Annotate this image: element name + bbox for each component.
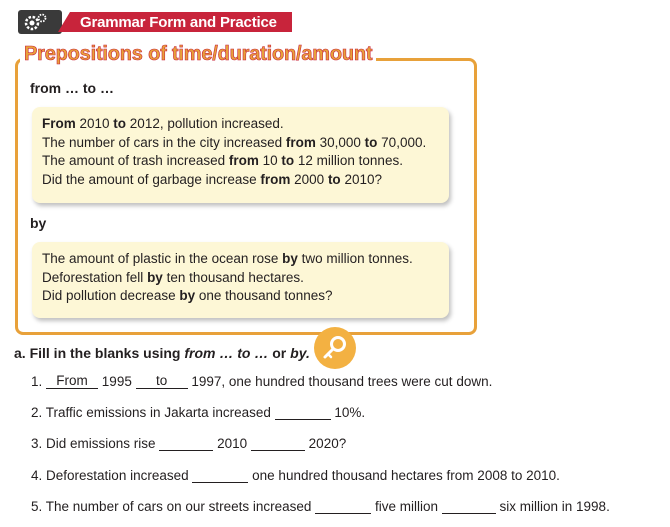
- task-instruction: a. Fill in the blanks using from … to … or by.: [14, 345, 310, 361]
- gears-icon: [18, 10, 66, 34]
- answer-blank[interactable]: [315, 498, 371, 514]
- subheading-by: by: [30, 215, 47, 231]
- exercise-item-2: 2. Traffic emissions in Jakarta increased 10%.: [31, 405, 366, 420]
- section-title: Grammar Form and Practice: [80, 14, 277, 31]
- key-icon[interactable]: [314, 327, 356, 369]
- exercise-item-4: 4. Deforestation increased one hundred thousand hectares from 2008 to 2010.: [31, 468, 560, 483]
- examples-from-to: [32, 107, 449, 203]
- subheading-from-to: from … to …: [30, 80, 114, 96]
- exercise-item-3: 3. Did emissions rise 2010 2020?: [31, 436, 347, 451]
- answer-blank[interactable]: From: [46, 373, 98, 389]
- example-line: The number of cars in the city increased from 30,000 to 70,000.: [42, 134, 427, 150]
- exercise-item-1: 1. From 1995 to 1997, one hundred thousand trees were cut down.: [31, 373, 493, 389]
- answer-blank[interactable]: [275, 404, 331, 420]
- panel-title: Prepositions of time/duration/amount: [20, 43, 376, 66]
- section-header: [18, 10, 293, 34]
- exercise-item-5: 5. The number of cars on our streets increased five million six million in 1998.: [31, 499, 610, 514]
- answer-blank[interactable]: [159, 435, 213, 451]
- example-line: Did pollution decrease by one thousand tonnes?: [42, 288, 333, 303]
- answer-blank[interactable]: [192, 467, 248, 483]
- examples-by: [32, 242, 449, 318]
- answer-blank[interactable]: [442, 498, 496, 514]
- example-line: Did the amount of garbage increase from 2000 to 2010?: [42, 171, 382, 187]
- example-line: The amount of plastic in the ocean rose by two million tonnes.: [42, 251, 413, 266]
- example-line: Deforestation fell by ten thousand hectares.: [42, 269, 304, 285]
- example-line: From 2010 to 2012, pollution increased.: [42, 116, 284, 131]
- example-line: The amount of trash increased from 10 to 12 million tonnes.: [42, 153, 403, 168]
- answer-blank[interactable]: to: [136, 373, 188, 389]
- answer-blank[interactable]: [251, 435, 305, 451]
